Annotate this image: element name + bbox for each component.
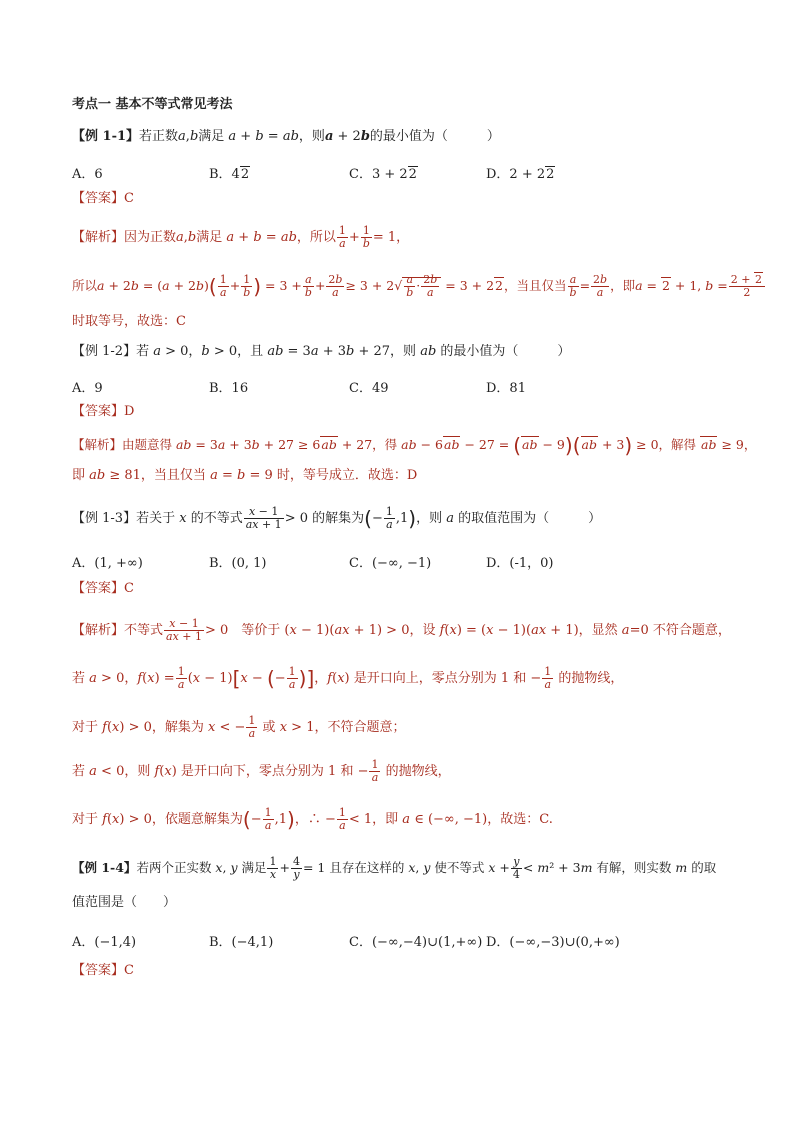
ex3-answer: 【答案】C (72, 581, 134, 596)
ex3-solution-line2: 若 a > 0，f(x) = $\frac{1}{a}$ (x − 1)[x − (− $\frac{1}{a}$ )]，f(x) 是开口向上，零点分别为 1 和 − $\frac{1}{a}$ 的抛物线， (72, 665, 624, 691)
ex1-solution-line2: 所以a + 2b = (a + 2b)( $\frac{1}{a}$ + $\frac{1}{b}$ ) = 3 + $\frac{a}{b}$ + $\frac{2b}{a}$ ≥ 3 + 2√ $\frac{a}{b}$ · $\frac{2b}{a}$ = 3 + 22，当且仅当 $\frac{a}{b}$ = $\frac{2b}{a}$ ，即a = 2 + 1, b = $\frac{2 + 2}{2}$ (72, 274, 766, 299)
ex2-option-b: B．16 (209, 381, 249, 396)
ex3-option-c: C．(−∞, −1) (349, 556, 432, 571)
example-1-1-question: 【例 1-1】若正数a,b满足 a + b = ab，则a + 2b的最小值为（ ） (72, 129, 500, 144)
ex1-option-c: C．3 + 22 (349, 167, 417, 182)
example-1-1-tag: 【例 1-1】 (72, 129, 140, 144)
ex3-solution-line4: 若 a < 0，则 f(x) 是开口向下，零点分别为 1 和 − $\frac{1}{a}$ 的抛物线， (72, 758, 451, 784)
ex1-solution-line3: 时取等号，故选：C (72, 314, 186, 329)
ex1-option-d: D．2 + 22 (486, 167, 555, 182)
ex2-solution-line2: 即 ab ≥ 81，当且仅当 a = b = 9 时，等号成立．故选：D (72, 468, 418, 483)
ex3-option-b: B．(0, 1) (209, 556, 267, 571)
ex4-option-a: A．(−1,4) (72, 935, 137, 950)
ex2-answer: 【答案】D (72, 404, 135, 419)
example-1-2-question: 【例 1-2】若 a > 0，b > 0，且 ab = 3a + 3b + 27，则 ab 的最小值为（ ） (72, 344, 571, 359)
ex1-answer: 【答案】C (72, 191, 134, 206)
ex3-solution-line1: 【解析】不等式 $\frac{x - 1}{ax + 1}$ > 0 等价于 (x − 1)(ax + 1) > 0，设 f(x) = (x − 1)(ax + 1)，显然 a=0 不符合题意， (72, 617, 731, 643)
example-1-3-question: 【例 1-3】若关于 x 的不等式 $\frac{x - 1}{ax + 1}$ > 0 的解集为(− $\frac{1}{a}$ ,1)，则 a 的取值范围为（ ） (72, 505, 602, 531)
ex2-option-d: D．81 (486, 381, 526, 396)
ex2-solution-line1: 【解析】由题意得 ab = 3a + 3b + 27 ≥ 6ab + 27，得 ab − 6ab − 27 = (ab − 9)(ab + 3) ≥ 0，解得 ab ≥ 9， (72, 433, 757, 458)
ex1-solution-line1: 【解析】因为正数a,b满足 a + b = ab，所以 $\frac{1}{a}$ + $\frac{1}{b}$ = 1， (72, 224, 410, 250)
ex3-option-a: A．(1, +∞) (72, 556, 143, 571)
example-1-4-question-line1: 【例 1-4】若两个正实数 x, y 满足 $\frac{1}{x}$ + $\frac{4}{y}$ = 1 且存在这样的 x, y 使不等式 x + $\frac{y}{4}$ < m² + 3m 有解，则实数 m 的取 (72, 855, 717, 881)
ex1-option-b: B．42 (209, 167, 250, 182)
example-1-4-question-line2: 值范围是（ ） (72, 895, 177, 910)
ex3-solution-line5: 对于 f(x) > 0，依题意解集为(− $\frac{1}{a}$ ,1)，∴ − $\frac{1}{a}$ < 1，即 a ∈ (−∞, −1)，故选：C. (72, 806, 553, 832)
ex3-solution-line3: 对于 f(x) > 0，解集为 x < − $\frac{1}{a}$ 或 x > 1，不符合题意； (72, 714, 406, 740)
section-title: 考点一 基本不等式常见考法 (72, 97, 233, 112)
ex4-option-c: C．(−∞,−4)∪(1,+∞) (349, 935, 483, 950)
ex4-option-b: B．(−4,1) (209, 935, 274, 950)
ex4-answer: 【答案】C (72, 963, 134, 978)
ex1-option-a: A．6 (72, 167, 103, 182)
ex4-option-d: D．(−∞,−3)∪(0,+∞) (486, 935, 620, 950)
ex2-option-a: A．9 (72, 381, 103, 396)
ex2-option-c: C．49 (349, 381, 389, 396)
ex3-option-d: D．(-1，0) (486, 556, 554, 571)
